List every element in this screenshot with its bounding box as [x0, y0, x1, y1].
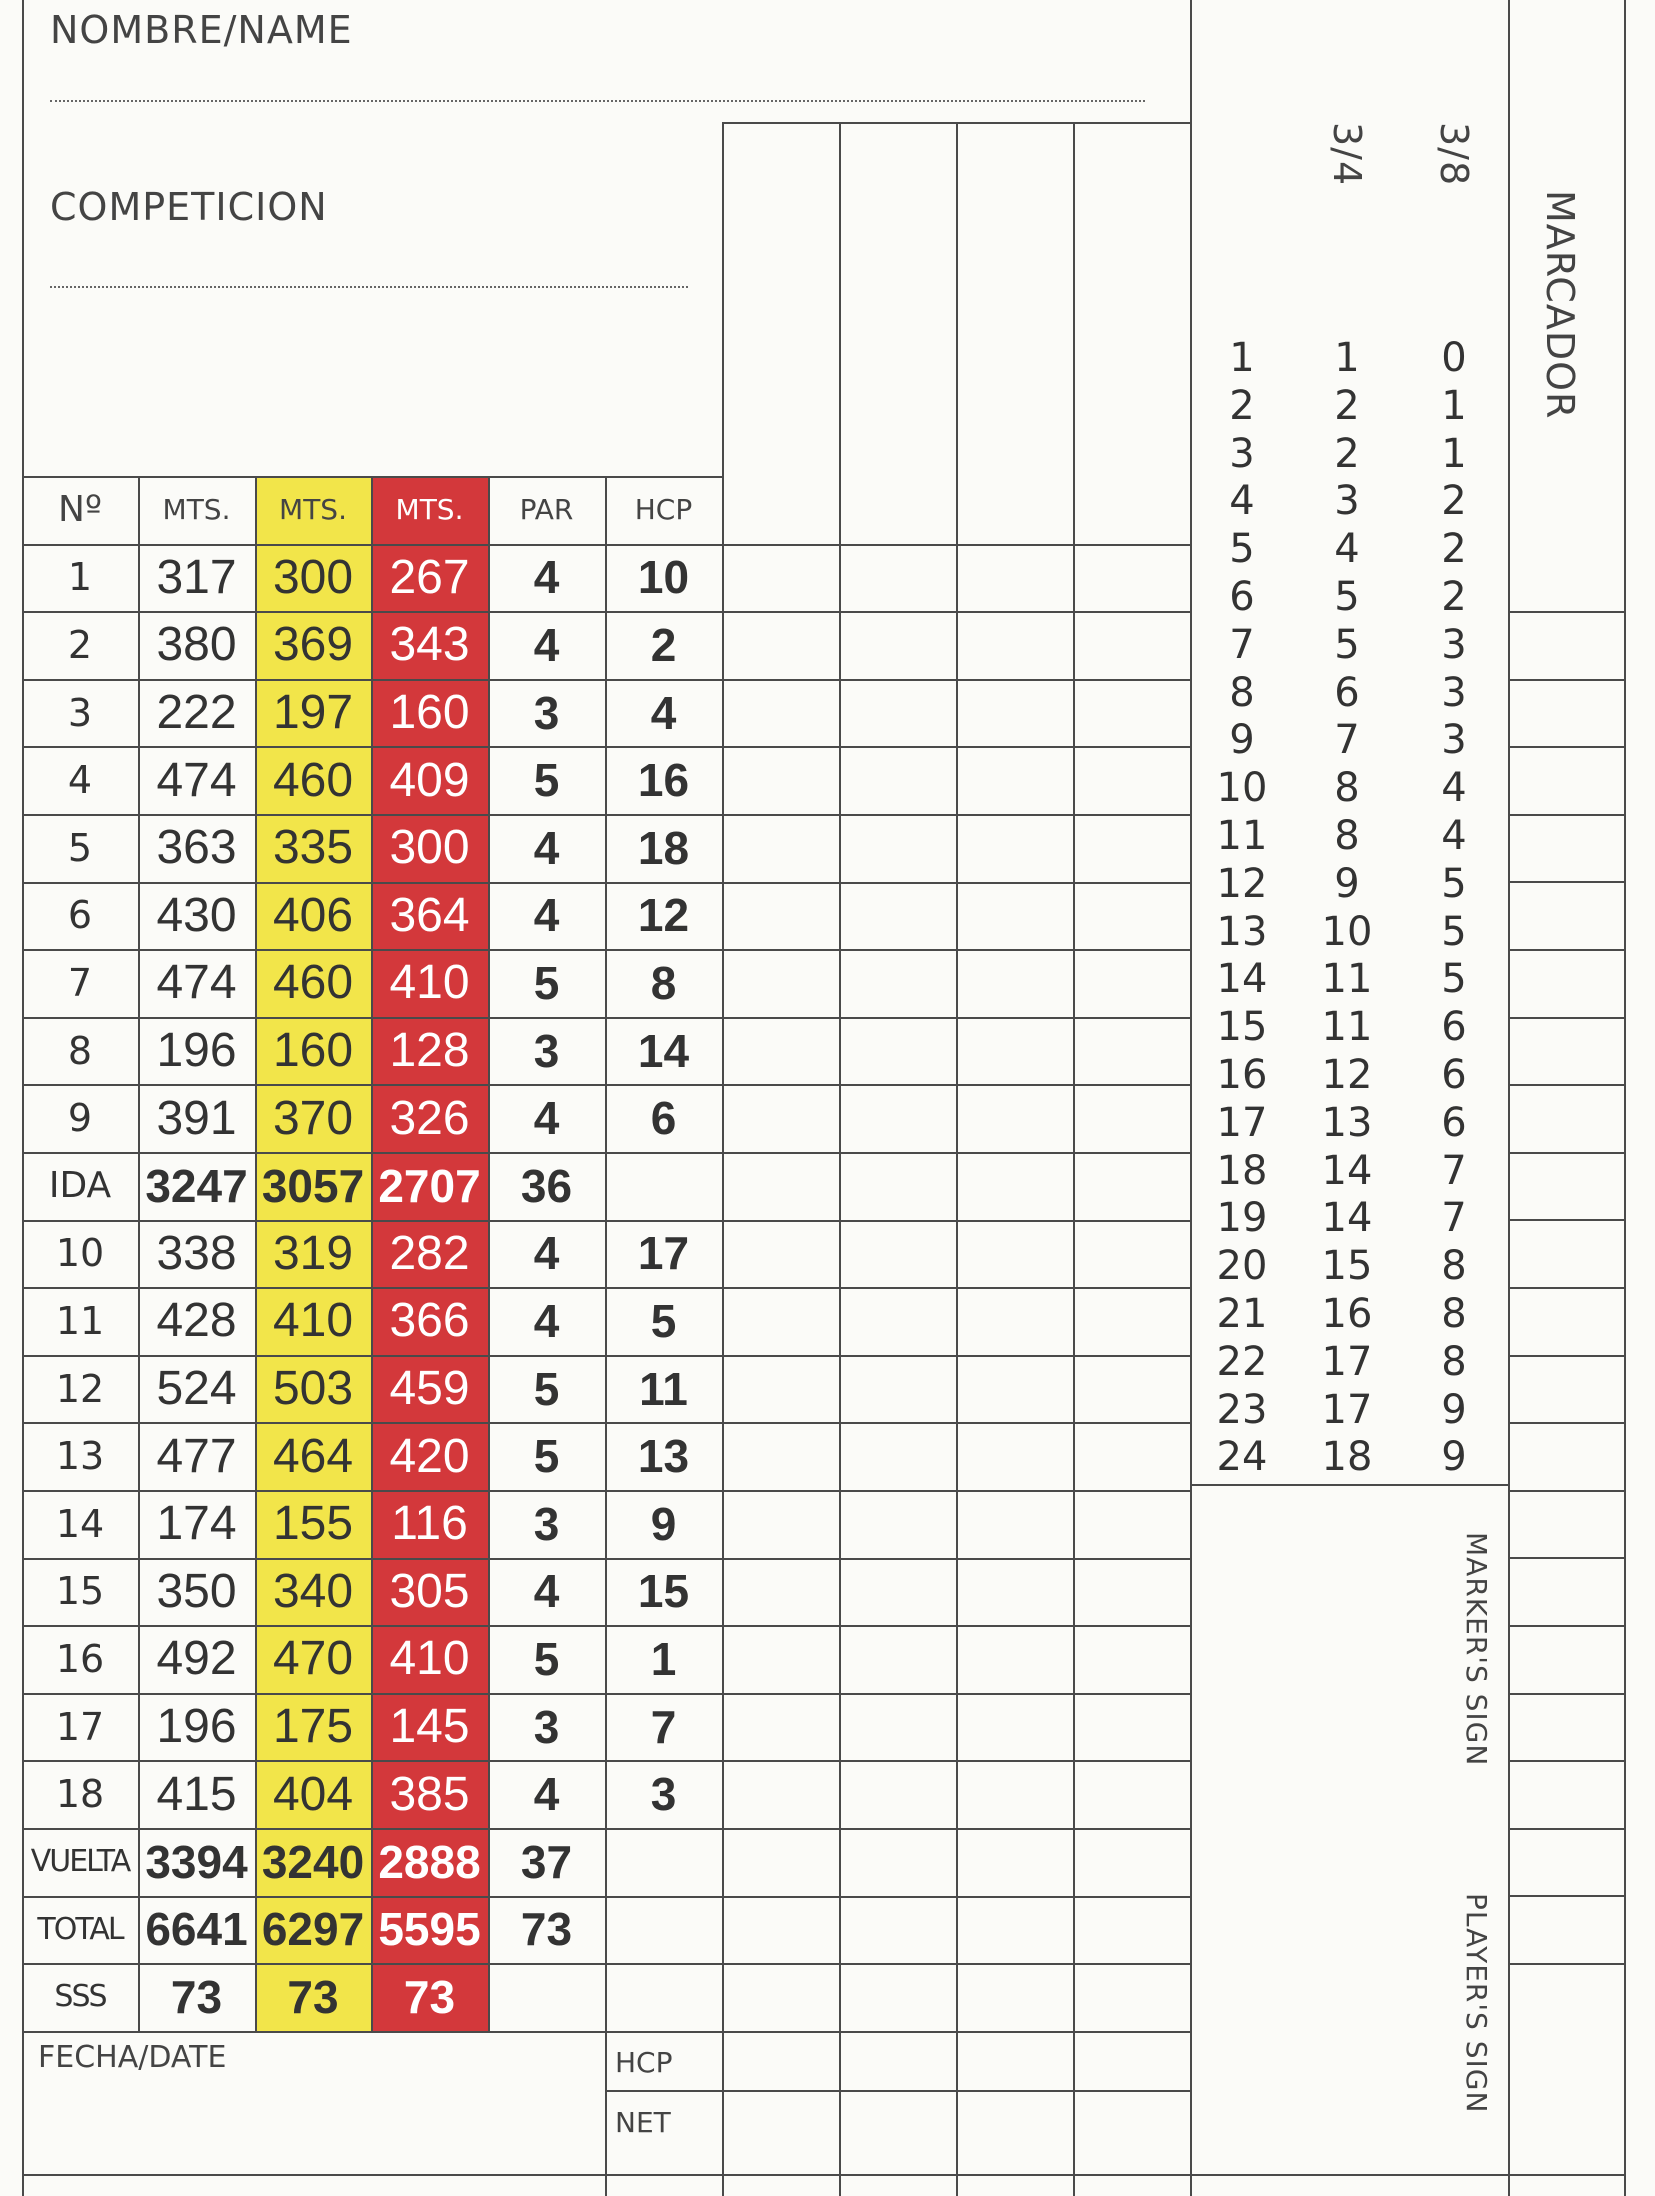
table-cell-hcp: 2 [650, 618, 677, 671]
table-cell-m3: 305 [389, 1564, 470, 1618]
table-cell-hcp: 8 [650, 956, 677, 1009]
hcp-table-cell: 2 [1441, 526, 1467, 573]
hcp-table-cell: 14 [1216, 956, 1268, 1003]
table-cell-m2: 335 [272, 821, 354, 875]
hcp-table-cell: 20 [1216, 1243, 1268, 1290]
header-m3: MTS. [395, 493, 464, 527]
hcp-table-cell: 5 [1441, 860, 1467, 907]
hcp-table-cell: 5 [1334, 574, 1360, 620]
table-cell-m2: 73 [287, 1970, 339, 2023]
handicap-bottom [1190, 1484, 1508, 1486]
marker-row-line [1508, 949, 1624, 951]
hcp-table-cell: 7 [1441, 1147, 1467, 1194]
table-cell-m3: 385 [389, 1767, 470, 1821]
hcp-col-header-38: 3/8 [1432, 122, 1476, 187]
table-cell-m2: 6297 [261, 1903, 365, 1956]
table-cell-m1: 474 [156, 956, 237, 1010]
marker-row-line [1508, 1152, 1624, 1154]
table-cell-par: 3 [533, 1024, 560, 1077]
table-cell-m3: 410 [389, 956, 470, 1010]
table-cell-par: 36 [520, 1159, 573, 1212]
table-cell-hcp: 9 [650, 1497, 677, 1550]
table-cell-no: 3 [67, 690, 93, 735]
footer-left-border [22, 2031, 24, 2196]
table-cell-par: 5 [533, 1430, 560, 1483]
table-cell-no: 6 [67, 893, 93, 938]
table-cell-m1: 415 [156, 1767, 237, 1821]
hcp-table-cell: 15 [1321, 1243, 1373, 1290]
table-cell-m1: 196 [156, 1700, 237, 1754]
hcp-table-cell: 2 [1229, 382, 1255, 429]
table-cell-hcp: 14 [637, 1024, 690, 1077]
table-cell-par: 3 [533, 1700, 560, 1753]
table-cell-m2: 160 [272, 1024, 354, 1078]
table-cell-no: IDA [48, 1165, 112, 1207]
competition-line [50, 286, 688, 288]
hcp-table-cell: 8 [1441, 1338, 1467, 1385]
footer-hcp-label: HCP [615, 2046, 673, 2079]
table-cell-par: 3 [533, 686, 560, 739]
hcp-table-cell: 6 [1441, 1099, 1467, 1146]
card-bottom [22, 2174, 1625, 2176]
hcp-table-cell: 8 [1441, 1291, 1467, 1337]
table-cell-hcp [605, 1896, 722, 1964]
table-cell-m3: 160 [389, 686, 470, 740]
marker-row-line [1508, 881, 1624, 883]
table-cell-m1: 317 [156, 550, 237, 604]
table-cell-m1: 474 [156, 753, 237, 807]
table-cell-m1: 524 [156, 1362, 237, 1416]
table-cell-no: 4 [67, 758, 93, 803]
hcp-table-cell: 2 [1334, 430, 1360, 477]
hcp-table-cell: 4 [1441, 765, 1467, 812]
hcp-table-cell: 22 [1216, 1338, 1268, 1385]
hcp-table-cell: 15 [1216, 1004, 1268, 1051]
table-cell-m2: 3240 [261, 1835, 365, 1888]
hcp-table-cell: 18 [1216, 1147, 1268, 1194]
table-cell-m3: 128 [389, 1024, 470, 1078]
table-cell-m3: 267 [389, 550, 470, 604]
hcp-table-cell: 12 [1321, 1052, 1373, 1098]
table-cell-m2: 460 [272, 753, 354, 807]
col-line [138, 476, 140, 2031]
hcp-table-cell: 4 [1229, 478, 1255, 525]
table-cell-m2: 175 [272, 1700, 354, 1754]
table-cell-m1: 174 [156, 1497, 237, 1551]
marker-row-line [1508, 1355, 1624, 1357]
table-cell-m2: 319 [272, 1226, 354, 1280]
table-cell-no: TOTAL [37, 1911, 123, 1947]
marcador-label: MARCADOR [1538, 190, 1582, 420]
table-cell-par: 4 [533, 551, 560, 604]
table-cell-par: 4 [533, 618, 560, 671]
score-col-line [956, 122, 958, 2196]
table-cell-par: 4 [533, 889, 560, 942]
hcp-table-cell: 1 [1229, 335, 1255, 381]
table-cell-no: SSS [54, 1979, 106, 2015]
table-cell-m1: 492 [156, 1632, 237, 1686]
hcp-table-cell: 10 [1321, 908, 1373, 955]
table-cell-hcp: 10 [637, 551, 690, 604]
hcp-col-header-34: 3/4 [1325, 122, 1369, 187]
hcp-table-cell: 5 [1229, 526, 1255, 573]
table-cell-hcp: 7 [650, 1700, 677, 1753]
marker-row-line [1508, 1963, 1624, 1965]
table-cell-m1: 3247 [145, 1159, 248, 1212]
hcp-table-cell: 3 [1441, 669, 1467, 716]
table-cell-no: 17 [55, 1704, 105, 1749]
hcp-table-cell: 16 [1216, 1052, 1268, 1098]
hcp-table-cell: 7 [1229, 621, 1255, 668]
table-cell-hcp: 1 [650, 1632, 677, 1685]
right-panel-left [1190, 0, 1192, 2196]
table-cell-par: 73 [520, 1903, 573, 1956]
table-cell-no: 5 [67, 825, 93, 870]
table-cell-m3: 326 [389, 1091, 470, 1145]
hcp-table-cell: 19 [1216, 1195, 1268, 1242]
table-cell-m3: 366 [389, 1294, 470, 1348]
table-cell-par: 37 [520, 1835, 573, 1888]
table-cell-m3: 343 [389, 618, 470, 672]
marker-row-line [1508, 1625, 1624, 1627]
table-cell-par: 5 [533, 1632, 560, 1685]
table-cell-m1: 196 [156, 1024, 237, 1078]
table-cell-par: 5 [533, 956, 560, 1009]
table-cell-m2: 406 [272, 888, 354, 942]
marker-row-line [1508, 1895, 1624, 1897]
table-cell-no: 14 [55, 1501, 105, 1546]
table-cell-hcp: 17 [637, 1227, 690, 1280]
hcp-table-cell: 17 [1321, 1338, 1373, 1385]
score-bottom [722, 2090, 1190, 2092]
hcp-table-cell: 24 [1216, 1434, 1268, 1481]
table-cell-m1: 6641 [145, 1903, 248, 1956]
table-cell-par: 4 [533, 821, 560, 874]
date-label: FECHA/DATE [38, 2040, 227, 2075]
hcp-table-cell: 4 [1334, 526, 1360, 573]
table-cell-m1: 338 [156, 1226, 237, 1280]
hcp-table-cell: 17 [1321, 1386, 1373, 1433]
hcp-table-cell: 18 [1321, 1434, 1373, 1481]
col-line [255, 476, 257, 2031]
table-cell-m1: 222 [156, 686, 237, 740]
table-cell-par: 3 [533, 1497, 560, 1550]
table-cell-no: 7 [67, 960, 93, 1005]
marker-row-line [1508, 611, 1624, 613]
table-cell-par: 4 [533, 1294, 560, 1347]
hcp-table-cell: 9 [1441, 1434, 1467, 1481]
table-cell-no: 11 [55, 1298, 105, 1343]
table-cell-m1: 3394 [145, 1835, 248, 1888]
hcp-table-cell: 3 [1441, 621, 1467, 668]
marker-row-line [1508, 679, 1624, 681]
table-cell-m3: 2888 [378, 1835, 481, 1888]
hcp-table-cell: 8 [1229, 669, 1255, 716]
hcp-table-cell: 3 [1229, 430, 1255, 477]
hcp-table-cell: 8 [1334, 765, 1360, 812]
table-cell-hcp [605, 1828, 722, 1896]
name-line [50, 100, 1145, 102]
table-cell-no: 13 [55, 1434, 105, 1479]
marker-row-line [1508, 746, 1624, 748]
hcp-table-cell: 4 [1441, 813, 1467, 859]
table-cell-par: 5 [533, 754, 560, 807]
table-cell-hcp: 13 [637, 1430, 690, 1483]
table-cell-par: 5 [533, 1362, 560, 1415]
table-cell-hcp [605, 1963, 722, 2031]
col-line [22, 476, 24, 2031]
hcp-table-cell: 13 [1216, 908, 1268, 955]
table-cell-no: VUELTA [30, 1844, 130, 1880]
hcp-table-cell: 1 [1334, 335, 1360, 381]
table-cell-par [488, 1963, 605, 2031]
marker-row-line [1508, 814, 1624, 816]
table-cell-m1: 428 [156, 1294, 237, 1348]
table-cell-par: 4 [533, 1768, 560, 1821]
score-col-line [839, 122, 841, 2196]
hcp-table-cell: 11 [1321, 956, 1373, 1003]
table-cell-m1: 380 [156, 618, 237, 672]
hcp-table-cell: 2 [1441, 574, 1467, 620]
table-cell-m2: 340 [272, 1564, 354, 1618]
hcp-table-cell: 6 [1229, 574, 1255, 620]
hcp-table-cell: 9 [1229, 717, 1255, 764]
hcp-table-cell: 5 [1334, 621, 1360, 668]
marker-row-line [1508, 1490, 1624, 1492]
table-cell-m1: 477 [156, 1429, 237, 1483]
marker-row-line [1508, 1760, 1624, 1762]
name-label: NOMBRE/NAME [50, 8, 353, 52]
table-cell-no: 16 [55, 1636, 105, 1681]
hcp-table-cell: 6 [1441, 1052, 1467, 1098]
hcp-table-cell: 16 [1321, 1291, 1373, 1337]
col-line [371, 476, 373, 2031]
table-cell-hcp: 16 [637, 754, 690, 807]
table-cell-m1: 391 [156, 1091, 237, 1145]
hcp-table-cell: 3 [1441, 717, 1467, 764]
score-col-line [722, 122, 724, 2196]
table-cell-hcp: 12 [637, 889, 690, 942]
hcp-table-cell: 7 [1441, 1195, 1467, 1242]
table-cell-par: 4 [533, 1565, 560, 1618]
table-cell-par: 4 [533, 1092, 560, 1145]
table-cell-m1: 73 [170, 1970, 223, 2023]
marker-row-line [1508, 1422, 1624, 1424]
marker-row-line [1508, 1693, 1624, 1695]
hcp-table-cell: 12 [1216, 860, 1268, 907]
hcp-table-cell: 6 [1334, 669, 1360, 716]
hcp-table-cell: 2 [1334, 382, 1360, 429]
table-cell-no: 1 [67, 555, 93, 600]
table-cell-m3: 5595 [378, 1903, 481, 1956]
marker-row-line [1508, 1557, 1624, 1559]
table-cell-m1: 350 [156, 1564, 237, 1618]
table-cell-hcp: 4 [650, 686, 677, 739]
hcp-table-cell: 23 [1216, 1386, 1268, 1433]
marker-row-line [1508, 1287, 1624, 1289]
header-hcp: HCP [634, 493, 693, 527]
hcp-table-cell: 6 [1441, 1004, 1467, 1051]
players-sign-label: PLAYER'S SIGN [1460, 1893, 1493, 2114]
table-cell-no: 8 [67, 1028, 93, 1073]
footer-divider [605, 2031, 607, 2196]
table-cell-m3: 420 [389, 1429, 470, 1483]
left-border [22, 0, 24, 476]
header-no: Nº [58, 489, 102, 531]
table-cell-m3: 145 [389, 1700, 470, 1754]
marker-row-line [1508, 1017, 1624, 1019]
table-cell-par: 4 [533, 1227, 560, 1280]
col-line [605, 476, 607, 2031]
marker-row-line [1508, 1084, 1624, 1086]
table-cell-hcp [605, 1152, 722, 1220]
table-cell-no: 10 [55, 1231, 105, 1276]
table-cell-hcp: 3 [650, 1768, 677, 1821]
table-cell-no: 2 [67, 622, 93, 667]
table-cell-m3: 409 [389, 753, 470, 807]
table-cell-m3: 73 [403, 1970, 456, 2023]
table-cell-m3: 459 [389, 1362, 470, 1416]
table-cell-hcp: 11 [639, 1362, 688, 1415]
table-cell-m2: 369 [272, 618, 354, 672]
hcp-table-cell: 1 [1441, 382, 1467, 429]
hcp-table-cell: 1 [1441, 430, 1467, 477]
table-cell-hcp: 15 [637, 1565, 690, 1618]
header-m1: MTS. [162, 493, 231, 527]
table-cell-no: 9 [67, 1096, 93, 1141]
hcp-table-cell: 14 [1321, 1195, 1373, 1242]
marker-row-line [1508, 1219, 1624, 1221]
marker-row-line [1508, 1828, 1624, 1830]
table-cell-m3: 300 [389, 821, 470, 875]
hcp-table-cell: 0 [1441, 335, 1467, 381]
hcp-table-cell: 5 [1441, 956, 1467, 1003]
hcp-table-cell: 5 [1441, 908, 1467, 955]
table-cell-m1: 363 [156, 821, 237, 875]
table-cell-hcp: 18 [637, 821, 690, 874]
hcp-table-cell: 10 [1216, 765, 1268, 812]
hcp-table-cell: 14 [1321, 1147, 1373, 1194]
table-cell-m2: 404 [272, 1767, 354, 1821]
marker-col-left [1508, 0, 1510, 2196]
table-cell-hcp: 5 [650, 1294, 677, 1347]
hcp-table-cell: 13 [1321, 1099, 1373, 1146]
table-cell-m2: 300 [272, 550, 354, 604]
table-cell-m2: 155 [272, 1497, 354, 1551]
hcp-table-cell: 3 [1334, 478, 1360, 525]
table-cell-hcp: 6 [650, 1092, 677, 1145]
table-cell-m3: 116 [391, 1497, 468, 1551]
hcp-table-cell: 8 [1334, 813, 1360, 859]
footer-mid [605, 2090, 722, 2092]
table-cell-m2: 410 [272, 1294, 354, 1348]
table-cell-m2: 503 [272, 1362, 354, 1416]
table-cell-m1: 430 [156, 888, 237, 942]
right-border [1624, 0, 1626, 2196]
hcp-table-cell: 11 [1216, 813, 1268, 859]
score-col-line [1073, 122, 1075, 2196]
footer-net-label: NET [615, 2106, 671, 2139]
table-cell-m2: 3057 [261, 1159, 365, 1212]
table-cell-no: 15 [55, 1569, 105, 1614]
hcp-table-cell: 9 [1334, 860, 1360, 907]
hcp-table-cell: 21 [1216, 1291, 1268, 1337]
table-cell-m3: 282 [389, 1226, 470, 1280]
table-cell-m2: 470 [272, 1632, 354, 1686]
table-cell-m2: 464 [272, 1429, 354, 1483]
markers-sign-label: MARKER'S SIGN [1460, 1532, 1493, 1767]
table-cell-m3: 364 [389, 888, 470, 942]
hcp-table-cell: 17 [1216, 1099, 1268, 1146]
table-cell-m3: 2707 [378, 1159, 481, 1212]
table-cell-m2: 460 [272, 956, 354, 1010]
hcp-table-cell: 8 [1441, 1243, 1467, 1290]
table-cell-no: 18 [55, 1772, 105, 1817]
hcp-table-cell: 2 [1441, 478, 1467, 525]
header-par: PAR [519, 493, 574, 527]
competition-label: COMPETICION [50, 185, 328, 229]
hcp-table-cell: 7 [1334, 717, 1360, 764]
table-cell-m2: 370 [272, 1091, 354, 1145]
hcp-table-cell: 9 [1441, 1386, 1467, 1433]
header-m2: MTS. [279, 493, 347, 527]
hcp-table-cell: 11 [1321, 1004, 1373, 1051]
table-cell-no: 12 [55, 1366, 105, 1411]
col-line [488, 476, 490, 2031]
table-cell-m2: 197 [272, 686, 354, 740]
table-cell-m3: 410 [389, 1632, 470, 1686]
